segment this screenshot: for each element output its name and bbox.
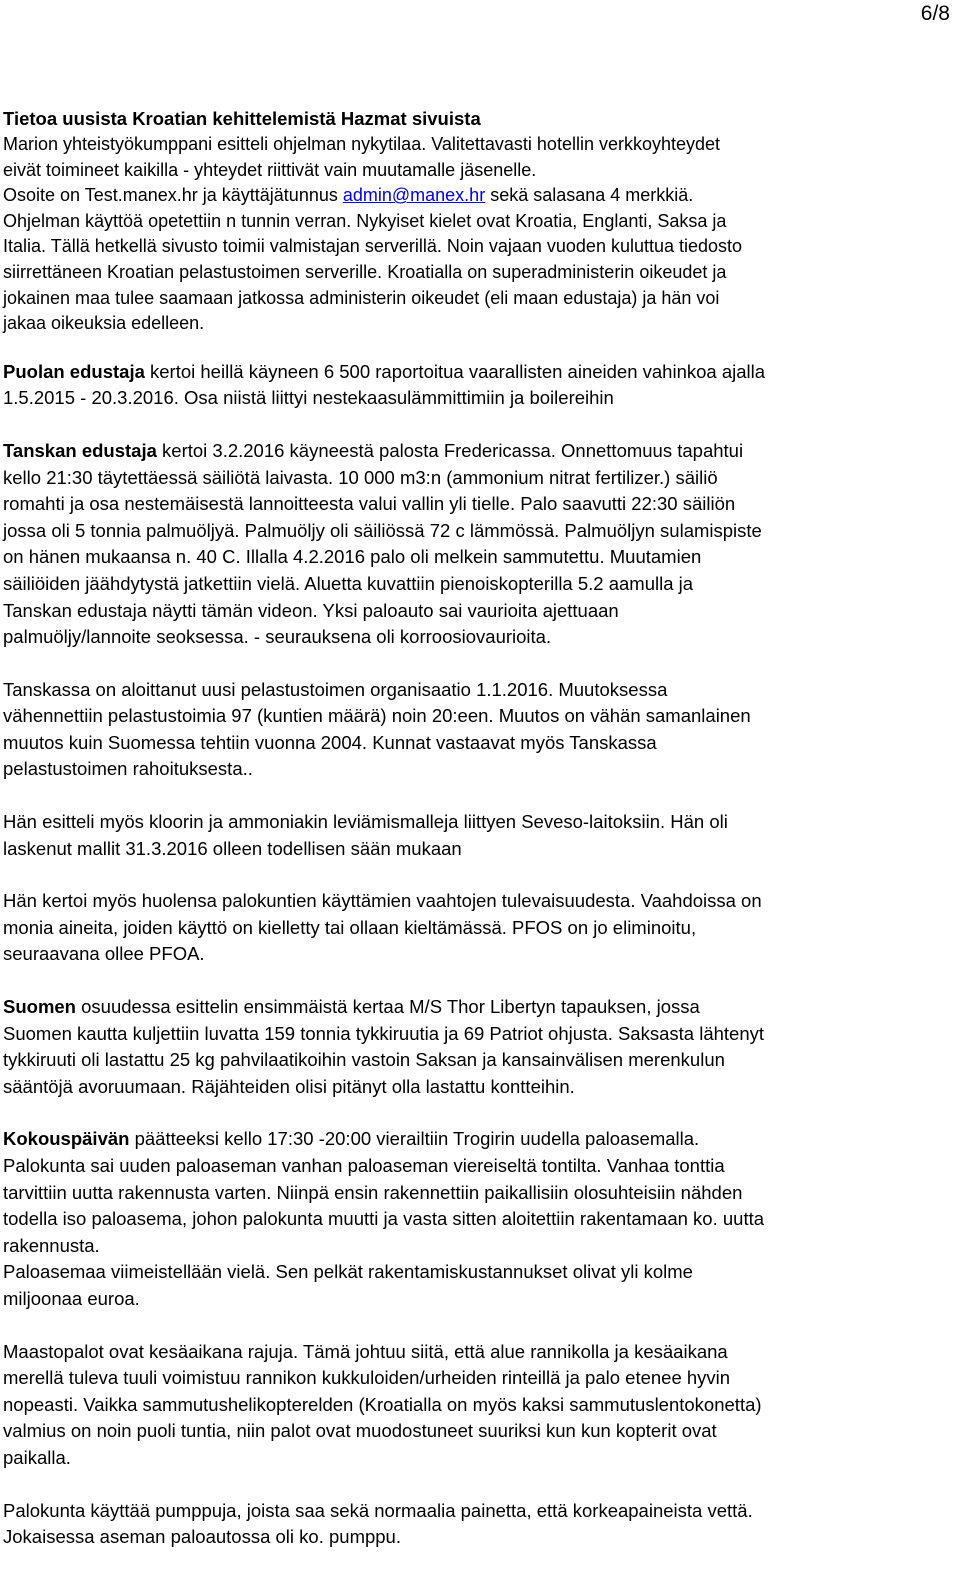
email-link[interactable]: admin@manex.hr [342, 185, 486, 206]
text-line: Hän esitteli myös kloorin ja ammoniakin leviämismalleja liittyen Seveso-laitoksiin. Hän oli [3, 811, 728, 833]
text-line: Tanskassa on aloittanut uusi pelastustoimen organisaatio 1.1.2016. Muutoksessa [3, 678, 668, 700]
text-line: kello 21:30 täytettäessä säiliötä laivasta. 10 000 m3:n (ammonium nitrat fertilizer.) säiliö [3, 466, 718, 488]
text-line [3, 438, 958, 465]
paragraph-chlorine-models [3, 809, 958, 862]
text-line: Tanskan edustaja näytti tämän videon. Yksi paloauto sai vaurioita ajettuaan [3, 599, 619, 621]
text-line [3, 994, 958, 1021]
paragraph-finland [3, 994, 958, 1100]
text-line: laskenut mallit 31.3.2016 olleen todellisen sään mukaan [3, 837, 462, 859]
text-line: sääntöjä avoruumaan. Räjähteiden olisi pitänyt olla lastattu kontteihin. [3, 1075, 575, 1097]
text-line: Maastopalot ovat kesäaikana rajuja. Tämä johtuu siitä, että alue rannikolla ja kesäaikana [3, 1340, 728, 1362]
text-line: valmius on noin puoli tuntia, niin palot ovat muodostuneet suuriksi kun kun kopterit ovat [3, 1420, 717, 1442]
text-line: Paloasemaa viimeistellään vielä. Sen pelkät rakentamiskustannukset olivat yli kolme [3, 1261, 693, 1283]
paragraph-hazmat-intro [3, 132, 958, 337]
text-line: muutos kuin Suomessa tehtiin vuonna 2004. Kunnat vastaavat myös Tanskassa [3, 731, 657, 753]
text-line: jossa oli 5 tonnia palmuöljyä. Palmuöljy oli säiliössä 72 c lämmössä. Palmuöljyn sulamispiste [3, 519, 762, 541]
text-line: nopeasti. Vaikka sammutushelikopterelden (Kroatialla on myös kaksi sammutuslentokonetta) [3, 1393, 762, 1415]
text-line: paikalla. [3, 1446, 71, 1468]
text-line: Palokunta sai uuden paloaseman vanhan paloaseman viereiseltä tontilta. Vanhaa tonttia [3, 1155, 725, 1176]
text-line: vähennettiin pelastustoimia 97 (kuntien määrä) noin 20:een. Muutos on vähän samanlainen [3, 705, 751, 727]
text-line: Marion yhteistyökumppani esitteli ohjelman nykytilaa. Valitettavasti hotellin verkkoyhteydet [3, 134, 721, 154]
text-line: Palokunta käyttää pumppuja, joista saa sekä normaalia painetta, että korkeapaineista vettä. [3, 1499, 753, 1521]
text-line: Suomen kautta kuljettiin luvatta 159 tonnia tykkiruutia ja 69 Patriot ohjusta. Saksasta lähtenyt [3, 1022, 765, 1044]
text-line: Ohjelman käyttöä opetettiin n tunnin verran. Nykyiset kielet ovat Kroatia, Englanti, Saksa ja [3, 210, 727, 231]
text-line: todella iso paloasema, johon palokunta muutti ja vasta sitten aloitettiin rakentamaan ko. uutta [3, 1208, 765, 1230]
text-line: seuraavana ollee PFOA. [3, 943, 205, 965]
paragraph-pumps [3, 1498, 958, 1551]
document-body [3, 106, 958, 1551]
text-line [3, 1126, 958, 1153]
text-line: pelastustoimen rahoituksesta.. [3, 758, 253, 780]
text-segment: osuudessa esittelin ensimmäistä kertaa M/S Thor Libertyn tapauksen, jossa [75, 996, 700, 1018]
paragraph-denmark-fire [3, 438, 958, 651]
text-line: on hänen mukaansa n. 40 C. Illalla 4.2.2016 palo oli melkein sammutettu. Muutamien [3, 546, 702, 568]
text-line: Jokaisessa aseman paloautossa oli ko. pumppu. [3, 1526, 401, 1548]
text-line: tykkiruuti oli lastattu 25 kg pahvilaatikoihin vastoin Saksan ja kansainvälisen merenkulun [3, 1049, 725, 1071]
text-line: jokainen maa tulee saamaan jatkossa administerin oikeudet (eli maan edustaja) ja hän voi [3, 287, 720, 308]
bold-lead: Suomen [3, 996, 76, 1018]
text-segment: Osoite on Test.manex.hr ja käyttäjätunnus [3, 185, 343, 206]
bold-lead: Tanskan edustaja [3, 439, 157, 461]
paragraph-denmark-organisation [3, 677, 958, 783]
section-title: Tietoa uusista Kroatian kehittelemistä Hazmat sivuista [3, 108, 481, 129]
text-line: jakaa oikeuksia edelleen. [3, 313, 205, 334]
text-line: 1.5.2015 - 20.3.2016. Osa niistä liittyi nestekaasulämmittimiin ja boilereihin [3, 387, 614, 409]
text-line: Hän kertoi myös huolensa palokuntien käyttämien vaahtojen tulevaisuudesta. Vaahdoissa on [3, 890, 762, 912]
paragraph-poland [3, 359, 958, 412]
text-segment: päätteeksi kello 17:30 -20:00 vierailtiin Trogirin uudella paloasemalla. [129, 1128, 700, 1150]
text-line: säiliöiden jäähdytystä jatkettiin vielä. Aluetta kuvattiin pienoiskopterilla 5.2 aamulla ja [3, 572, 694, 594]
text-segment: sekä salasana 4 merkkiä. [485, 185, 694, 206]
text-line: rakennusta. [3, 1234, 100, 1256]
paragraph-wildfires [3, 1339, 958, 1472]
text-line: monia aineita, joiden käyttö on kielletty tai ollaan kieltämässä. PFOS on jo eliminoitu, [3, 916, 697, 938]
text-line: romahti ja osa nestemäisestä lannoitteesta valui vallin yli tielle. Palo saavutti 22:30 säiliön [3, 493, 736, 515]
text-segment: kertoi heillä käyneen 6 500 raportoitua vaarallisten aineiden vahinkoa ajalla [144, 360, 766, 382]
text-line: merellä tuleva tuuli voimistuu rannikon kukkuloiden/urheiden rinteillä ja palo etenee hyvin [3, 1367, 731, 1389]
paragraph-foams [3, 888, 958, 968]
text-line: miljoonaa euroa. [3, 1287, 140, 1309]
text-line: palmuöljy/lannoite seoksessa. - seurauksena oli korroosiovaurioita. [3, 626, 552, 648]
text-line: eivät toimineet kaikilla - yhteydet riittivät vain muutamalle jäsenelle. [3, 159, 537, 180]
bold-lead: Puolan edustaja [3, 360, 145, 382]
bold-lead: Kokouspäivän [3, 1128, 130, 1150]
text-segment: kertoi 3.2.2016 käyneestä palosta Fredericassa. Onnettomuus tapahtui [156, 439, 744, 461]
page-number: 6/8 [920, 2, 950, 25]
text-line [3, 359, 958, 386]
text-line: Italia. Tällä hetkellä sivusto toimii valmistajan serverillä. Noin vajaan vuoden kuluttua tiedosto [3, 236, 743, 257]
text-line: siirrettäneen Kroatian pelastustoimen serverille. Kroatialla on superadministerin oikeudet ja [3, 261, 727, 282]
paragraph-meeting-day [3, 1126, 958, 1312]
text-line: tarvittiin uutta rakennusta varten. Niinpä ensin rakennettiin paikallisiin olosuhteisiin nähden [3, 1181, 743, 1203]
text-line [3, 183, 958, 209]
